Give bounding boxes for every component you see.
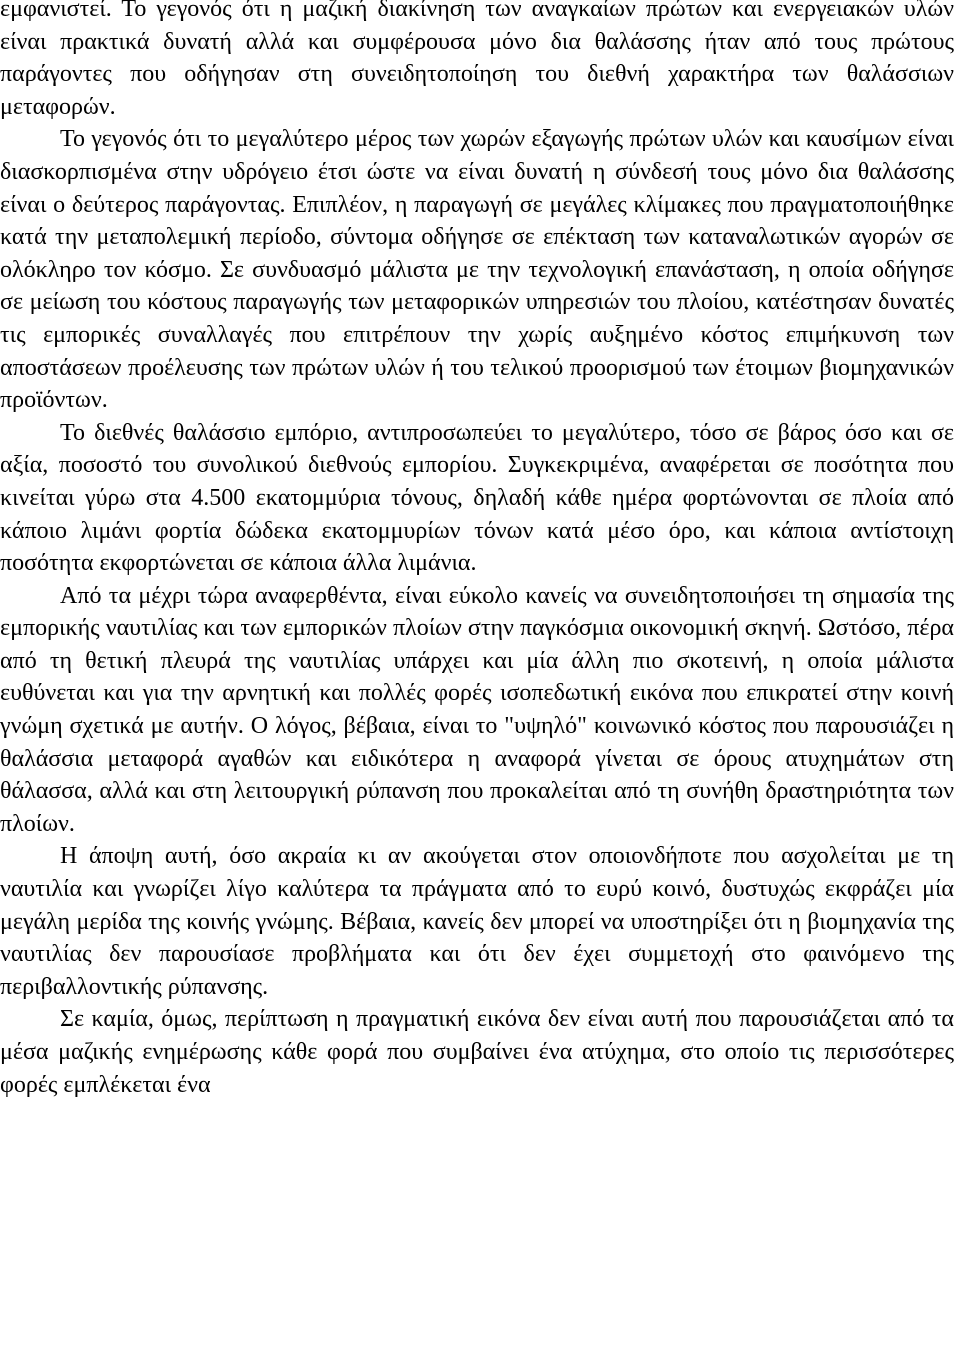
paragraph-3: Το διεθνές θαλάσσιο εμπόριο, αντιπροσωπεύει το μεγαλύτερο, τόσο σε βάρος όσο και σε αξία, ποσοστό του συνολικού διεθνούς εμπορίου. Συγκεκριμένα, αναφέρεται σε ποσότητα που κινείται γύρω στα 4.500 εκατομμύρια τόνους, δηλαδή κάθε ημέρα φορτώνονται σε πλοία από κάποιο λιμάνι φορτία δώδεκα εκατομμυρίων τόνων κατά μέσο όρο, και κάποια αντίστοιχη ποσότητα εκφορτώνεται σε κάποια άλλα λιμάνια. [0,419,954,577]
paragraph-4: Από τα μέχρι τώρα αναφερθέντα, είναι εύκολο κανείς να συνειδητοποιήσει τη σημασία της εμπορικής ναυτιλίας και των εμπορικών πλοίων στην παγκόσμια οικονομική σκηνή. Ωστόσο, πέρα από τη θετική πλευρά της ναυτιλίας υπάρχει και μία άλλη πιο σκοτεινή, η οποία μάλιστα ευθύνεται και για την αρνητική και πολλές φορές ισοπεδωτική εικόνα που επικρατεί στην κοινή γνώμη σχετικά με αυτήν. Ο λόγος, βέβαια, είναι το "υψηλό" κοινωνικό κόστος που παρουσιάζει η θαλάσσια μεταφορά αγαθών και ειδικότερα η αναφορά γίνεται σε όρους ατυχημάτων στη θάλασσα, αλλά και στη λειτουργική ρύπανση που προκαλείται από τη συνήθη δραστηριότητα των πλοίων. [0,582,954,837]
paragraph-5: Η άποψη αυτή, όσο ακραία κι αν ακούγεται στον οποιονδήποτε που ασχολείται με τη ναυτιλία και γνωρίζει λίγο καλύτερα τα πράγματα από το ευρύ κοινό, δυστυχώς εκφράζει μία μεγάλη μερίδα της κοινής γνώμης. Βέβαια, κανείς δεν μπορεί να υποστηρίξει ότι η βιομηχανία της ναυτιλίας δεν παρουσίασε προβλήματα και ότι δεν έχει συμμετοχή στο φαινόμενο της περιβαλλοντικής ρύπανσης. [0,843,954,1000]
paragraph-2: Το γεγονός ότι το μεγαλύτερο μέρος των χωρών εξαγωγής πρώτων υλών και καυσίμων είναι διασκορπισμένα στην υδρόγειο έτσι ώστε να είναι δυνατή η σύνδεσή τους μόνο δια θαλάσσης είναι ο δεύτερος παράγοντας. Επιπλέον, η παραγωγή σε μεγάλες κλίμακες που πραγματοποιήθηκε κατά την μεταπολεμική περίοδο, σύντομα οδήγησε σε επέκταση των καταναλωτικών αγορών σε ολόκληρο τον κόσμο. Σε συνδυασμό μάλιστα με την τεχνολογική επανάσταση, η οποία οδήγησε σε μείωση του κόστους παραγωγής των μεταφορικών υπηρεσιών του πλοίου, κατέστησαν δυνατές τις εμπορικές συναλλαγές που επιτρέπουν την χωρίς αυξημένο κόστος επιμήκυνση των αποστάσεων προέλευσης των πρώτων υλών ή του τελικού προορισμού των έτοιμων βιομηχανικών προϊόντων. [0,126,954,414]
paragraph-1: εμφανιστεί. Το γεγονός ότι η μαζική διακίνηση των αναγκαίων πρώτων και ενεργειακών υλών είναι πρακτικά δυνατή αλλά και συμφέρουσα μόνο δια θαλάσσης ήταν από τους πρώτους παράγοντες που οδήγησαν στη συνειδητοποίηση του διεθνή χαρακτήρα των θαλάσσιων μεταφορών. [0,0,954,120]
paragraph-6: Σε καμία, όμως, περίπτωση η πραγματική εικόνα δεν είναι αυτή που παρουσιάζεται από τα μέσα μαζικής ενημέρωσης κάθε φορά που συμβαίνει ένα ατύχημα, στο οποίο τις περισσότερες φορές εμπλέκεται ένα [0,1006,954,1098]
